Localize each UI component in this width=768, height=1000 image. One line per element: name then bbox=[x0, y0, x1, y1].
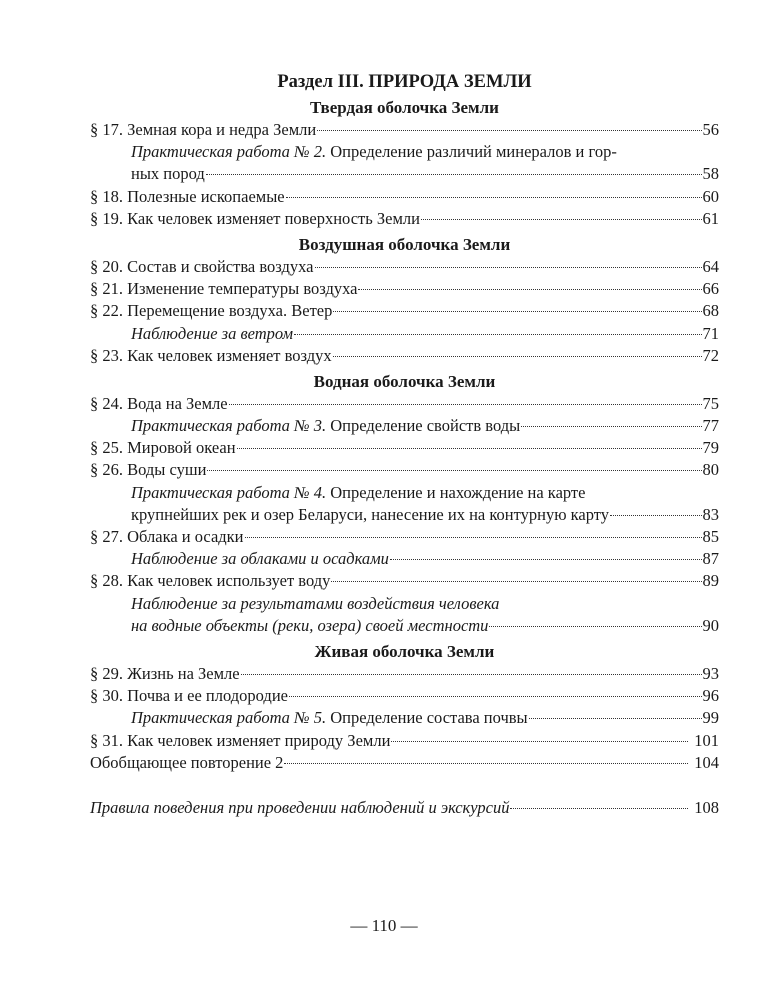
toc-section-living-shell bbox=[90, 640, 719, 774]
dot-leader bbox=[286, 197, 702, 198]
toc-entry[interactable]: § 25. Мировой океан 79 bbox=[90, 437, 719, 459]
dot-leader bbox=[317, 130, 701, 131]
page-ref: 96 bbox=[702, 686, 719, 706]
page-ref: 108 bbox=[694, 797, 719, 817]
toc-entry-line2[interactable]: ных пород 58 bbox=[90, 163, 719, 185]
toc-entry-line2[interactable]: крупнейших рек и озер Беларуси, нанесение их на контурную карту 83 bbox=[90, 504, 719, 526]
dot-leader bbox=[610, 515, 701, 516]
toc-entry[interactable]: § 28. Как человек использует воду 89 bbox=[90, 570, 719, 592]
toc-entry-appendix[interactable]: Правила поведения при проведении наблюдений и экскурсий 108 bbox=[90, 797, 719, 819]
page-ref: 80 bbox=[702, 460, 719, 480]
section-heading: Живая оболочка Земли bbox=[314, 641, 495, 661]
page-ref: 64 bbox=[702, 256, 719, 276]
page-ref: 89 bbox=[702, 571, 719, 591]
table-of-contents bbox=[90, 66, 719, 819]
dot-leader bbox=[333, 311, 701, 312]
toc-entry[interactable]: § 18. Полезные ископаемые 60 bbox=[90, 186, 719, 208]
page-ref: 104 bbox=[694, 752, 719, 772]
page-ref: 79 bbox=[702, 438, 719, 458]
toc-entry-line1[interactable]: Практическая работа № 4. Определение и нахождение на карте bbox=[131, 482, 586, 502]
toc-entry[interactable]: § 30. Почва и ее плодородие 96 bbox=[90, 685, 719, 707]
toc-section-water-shell bbox=[90, 370, 719, 637]
toc-entry[interactable]: Практическая работа № 3. Определение свойств воды 77 bbox=[90, 415, 719, 437]
page-ref: 61 bbox=[702, 208, 719, 228]
page-ref: 101 bbox=[694, 730, 719, 750]
toc-entry[interactable]: § 20. Состав и свойства воздуха 64 bbox=[90, 256, 719, 278]
toc-entry[interactable]: Практическая работа № 5. Определение состава почвы 99 bbox=[90, 707, 719, 729]
dot-leader bbox=[294, 334, 701, 335]
dot-leader bbox=[529, 718, 702, 719]
toc-entry[interactable]: Наблюдение за облаками и осадками 87 bbox=[90, 548, 719, 570]
page-ref: 58 bbox=[702, 164, 719, 184]
page-ref: 71 bbox=[702, 323, 719, 343]
page-ref: 77 bbox=[702, 416, 719, 436]
page-ref: 56 bbox=[702, 120, 719, 139]
toc-section-air-shell bbox=[90, 233, 719, 367]
dot-leader bbox=[390, 559, 702, 560]
toc-entry[interactable]: § 23. Как человек изменяет воздух 72 bbox=[90, 345, 719, 367]
dot-leader bbox=[510, 808, 688, 809]
section-heading: Воздушная оболочка Земли bbox=[298, 234, 511, 254]
page-ref: 72 bbox=[702, 345, 719, 365]
toc-entry-line1[interactable]: Практическая работа № 2. Определение различий минералов и гор- bbox=[131, 142, 617, 162]
page-number: — 110 — bbox=[350, 916, 418, 935]
section-heading: Твердая оболочка Земли bbox=[310, 98, 499, 117]
toc-entry[interactable]: § 19. Как человек изменяет поверхность Земли 61 bbox=[90, 208, 719, 230]
dot-leader bbox=[315, 267, 702, 268]
dot-leader bbox=[284, 763, 688, 764]
toc-entry[interactable]: Наблюдение за ветром 71 bbox=[90, 323, 719, 345]
dot-leader bbox=[391, 741, 688, 742]
dot-leader bbox=[333, 356, 702, 357]
dot-leader bbox=[229, 404, 702, 405]
page-ref: 66 bbox=[702, 279, 719, 299]
dot-leader bbox=[489, 626, 701, 627]
page-ref: 87 bbox=[702, 549, 719, 569]
page-ref: 60 bbox=[702, 186, 719, 206]
dot-leader bbox=[521, 426, 701, 427]
dot-leader bbox=[331, 581, 701, 582]
toc-entry[interactable]: § 17. Земная кора и недра Земли 56 bbox=[90, 119, 719, 141]
toc-entry[interactable]: § 27. Облака и осадки 85 bbox=[90, 526, 719, 548]
dot-leader bbox=[241, 674, 702, 675]
page-ref: 93 bbox=[702, 663, 719, 683]
toc-entry[interactable]: § 26. Воды суши 80 bbox=[90, 459, 719, 481]
dot-leader bbox=[289, 696, 702, 697]
toc-entry[interactable]: § 29. Жизнь на Земле 93 bbox=[90, 663, 719, 685]
toc-entry[interactable]: § 31. Как человек изменяет природу Земли 101 bbox=[90, 730, 719, 752]
dot-leader bbox=[207, 470, 701, 471]
dot-leader bbox=[245, 537, 702, 538]
toc-entry[interactable]: § 22. Перемещение воздуха. Ветер 68 bbox=[90, 300, 719, 322]
page-ref: 90 bbox=[702, 615, 719, 635]
toc-entry-line1[interactable]: Наблюдение за результатами воздействия человека bbox=[131, 593, 500, 613]
dot-leader bbox=[358, 289, 701, 290]
page-ref: 85 bbox=[702, 527, 719, 546]
toc-entry[interactable]: § 21. Изменение температуры воздуха 66 bbox=[90, 278, 719, 300]
page-ref: 75 bbox=[702, 393, 719, 413]
toc-section-solid-shell bbox=[90, 96, 719, 230]
part-title: Раздел III. ПРИРОДА ЗЕМЛИ bbox=[277, 72, 532, 92]
dot-leader bbox=[421, 219, 702, 220]
page-ref: 99 bbox=[702, 708, 719, 728]
page-ref: 68 bbox=[702, 301, 719, 321]
toc-entry[interactable]: Обобщающее повторение 2 104 bbox=[90, 752, 719, 774]
section-heading: Водная оболочка Земли bbox=[313, 371, 496, 391]
toc-entry[interactable]: § 24. Вода на Земле 75 bbox=[90, 393, 719, 415]
toc-entry-line2[interactable]: на водные объекты (реки, озера) своей местности 90 bbox=[90, 615, 719, 637]
page-ref: 83 bbox=[702, 504, 719, 524]
dot-leader bbox=[237, 448, 702, 449]
dot-leader bbox=[206, 174, 702, 175]
